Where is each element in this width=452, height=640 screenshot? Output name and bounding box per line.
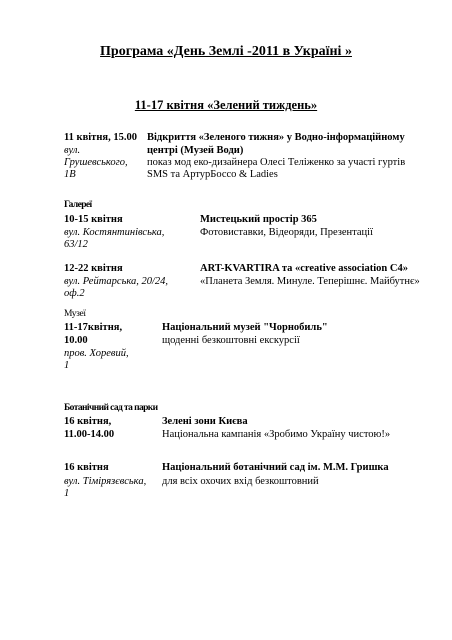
gallery-name: ART-KVARTIRA та «creative association C4» (200, 263, 408, 274)
gallery-address-line: вул. Костянтинівська, (64, 227, 165, 238)
museum-address-line: пров. Хоревий, (64, 348, 129, 359)
museum-address-line: 1 (64, 360, 70, 371)
garden-name: Національний ботанічний сад ім. М.М. Гришка (162, 462, 389, 473)
gardens-heading: Ботанічний сад та парки (64, 403, 158, 413)
opening-description-line: показ мод еко-дизайнера Олесі Теліженко за участі гуртів (147, 157, 406, 168)
page-title: Програма «День Землі -2011 в Україні » (100, 44, 352, 59)
opening-description-line: SMS та АртурБоссо & Ladies (147, 169, 278, 180)
garden-date-line: 16 квітня, (64, 416, 112, 427)
opening-address-line: 1В (64, 169, 76, 180)
gallery-name: Мистецький простір 365 (200, 214, 317, 225)
gallery-date: 10-15 квітня (64, 214, 123, 225)
opening-title-line: центрі (Музей Води) (147, 145, 244, 156)
garden-description: Національна кампанія «Зробимо Україну чистою!» (162, 429, 391, 440)
garden-date-line: 11.00-14.00 (64, 429, 115, 440)
opening-date: 11 квітня, 15.00 (64, 132, 137, 143)
week-subtitle: 11-17 квітня «Зелений тиждень» (134, 98, 318, 112)
museum-name: Національний музей "Чорнобиль" (162, 322, 328, 333)
opening-address-line: Грушевського, (64, 157, 128, 168)
gallery-address-line: 63/12 (64, 239, 88, 250)
garden-address-line: 1 (64, 488, 70, 499)
gallery-description: Фотовиставки, Відеоряди, Презентації (200, 227, 373, 238)
garden-name: Зелені зони Києва (162, 416, 248, 427)
garden-address-line: вул. Тімірязєвська, (64, 476, 147, 487)
gallery-date: 12-22 квітня (64, 263, 123, 274)
opening-address-line: вул. (64, 145, 81, 156)
galleries-heading: Галереї (64, 200, 92, 210)
museum-date-line: 10.00 (64, 335, 88, 346)
gallery-address-line: вул. Рейтарська, 20/24, (64, 276, 169, 287)
museum-description: щоденні безкоштовні екскурсії (162, 335, 300, 346)
gallery-description: «Планета Земля. Минуле. Теперішнє. Майбутнє» (200, 276, 420, 287)
garden-date: 16 квітня (64, 462, 109, 473)
museum-date-line: 11-17квітня, (64, 322, 123, 333)
gallery-address-line: оф.2 (64, 288, 85, 299)
garden-description: для всіх охочих вхід безкоштовний (162, 476, 319, 487)
museums-heading: Музеї (64, 309, 86, 319)
opening-title-line: Відкриття «Зеленого тижня» у Водно-інформаційному (147, 132, 405, 143)
